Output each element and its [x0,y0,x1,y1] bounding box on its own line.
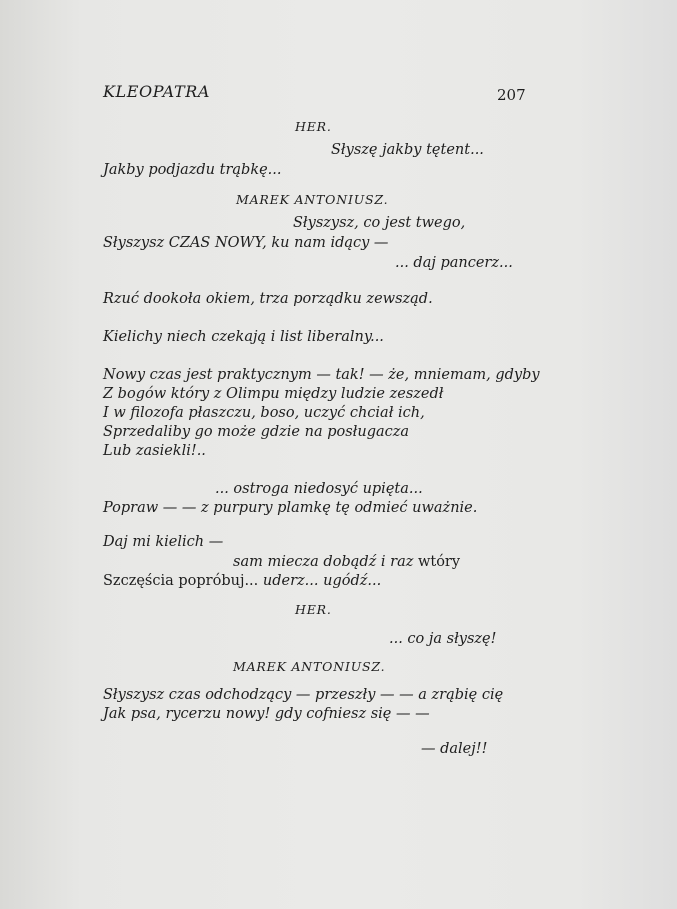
verse-line-roman: Szczęścia poprόbuj... [103,573,259,589]
verse-line: Słyszysz czas odchodzący — przeszły — — a zrąbię cię [103,687,504,703]
verse-line: ... ostroga niedosyć upięta... [215,481,423,497]
speaker-heading: MAREK ANTONIUSZ. [233,659,386,674]
verse-line [233,555,460,570]
verse-line: Jakby podjazdu trąbkę... [103,162,282,178]
speaker-heading: HER. [295,602,332,617]
verse-line: Słyszysz, co jest twego, [293,215,466,231]
verse-line: ... daj pancerz... [395,255,513,271]
verse-line: Nowy czas jest praktycznym — tak! — że, mniemam, gdyby [103,367,540,383]
verse-line: Popraw — — z purpury plamkę tę odmieć uważnie. [103,500,478,516]
verse-line: Sprzedaliby go może gdzie na posługacza [103,424,410,440]
verse-line: ... co ja słyszę! [389,631,497,647]
page-number: 207 [497,86,526,104]
verse-line: Lub zasiekli!.. [103,443,206,459]
verse-line: Z bogów który z Olimpu między ludzie zeszedł [103,386,444,402]
verse-line: Rzuć dookoła okiem, trza porządku zewsząd. [103,291,433,307]
running-title: KLEOPATRA [103,82,211,101]
verse-line-italic: sam miecza dobądź i raz [233,554,418,570]
verse-line: Kielichy niech czekają i list liberalny... [103,329,384,345]
verse-line-roman: wtóry [417,554,461,570]
speaker-heading: HER. [295,119,332,134]
speaker-heading: MAREK ANTONIUSZ. [236,192,389,207]
verse-line: Słyszysz CZAS NOWY, ku nam idący — [103,235,389,251]
verse-line [103,574,381,589]
verse-line-italic: uderz... ugόdź... [258,573,382,589]
verse-line: — dalej!! [421,741,488,757]
verse-line: Daj mi kielich — [103,534,224,550]
verse-line: I w filozofa płaszczu, boso, uczyć chciał ich, [103,405,425,421]
verse-line: Jak psa, rycerzu nowy! gdy cofniesz się — — [103,706,430,722]
verse-line: Słyszę jakby tętent... [331,142,484,158]
